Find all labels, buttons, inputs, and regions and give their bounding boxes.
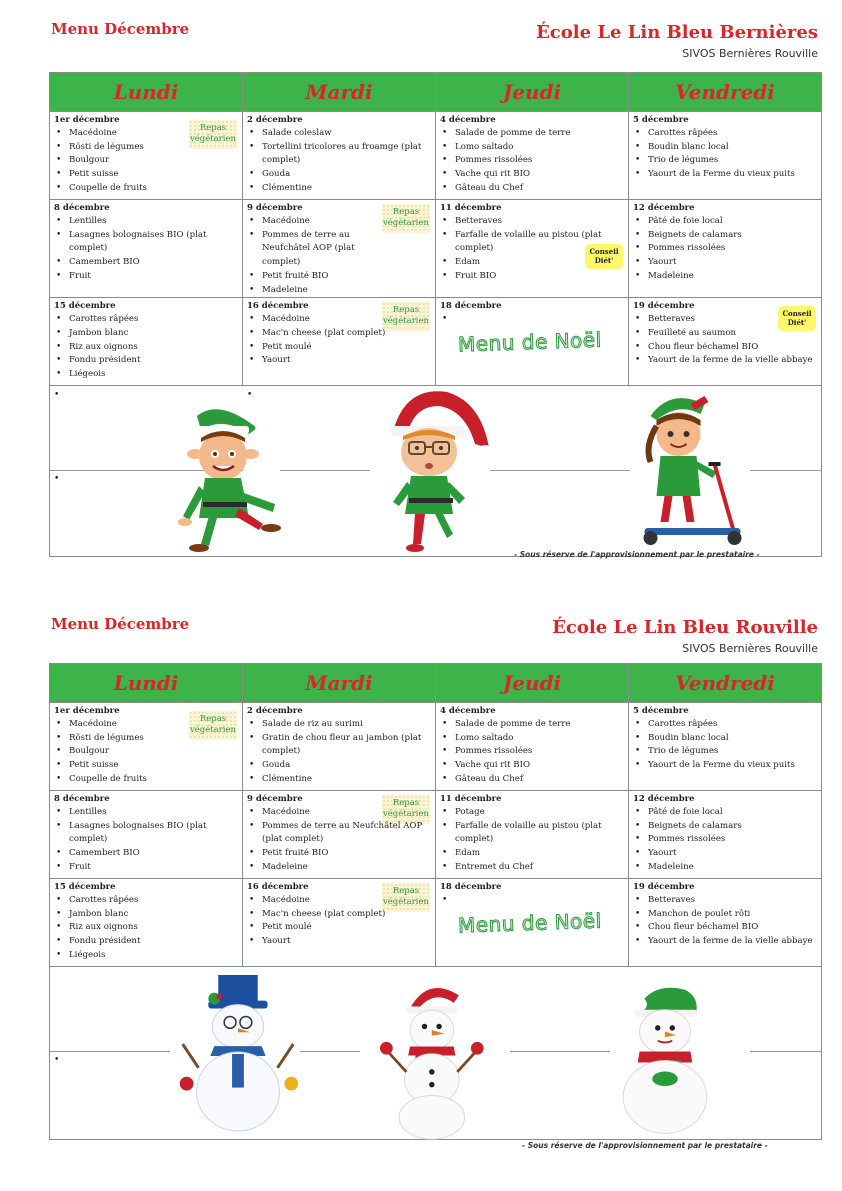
day-cell bbox=[243, 703, 436, 791]
dish-item: • Trio de légumes bbox=[633, 745, 817, 759]
dish-item: • Macédoine bbox=[247, 894, 431, 908]
dish-item: • Betteraves bbox=[633, 894, 817, 908]
day-date: 5 décembre bbox=[633, 706, 689, 716]
day-cell bbox=[629, 200, 822, 298]
vegetarian-badge: Repas végétarien bbox=[189, 711, 237, 740]
day-date: 11 décembre bbox=[440, 794, 502, 804]
menu-table bbox=[49, 663, 822, 1140]
dish-item: • Fruit bbox=[54, 861, 238, 875]
dish-item: • Macédoine bbox=[247, 806, 427, 820]
day-date: 2 décembre bbox=[247, 706, 303, 716]
dish-item: • Lomo saltado bbox=[440, 141, 624, 155]
dish-item: • Gouda bbox=[247, 759, 431, 773]
day-cell bbox=[50, 298, 243, 386]
day-cell bbox=[436, 200, 629, 298]
dish-item: • Carottes râpées bbox=[633, 718, 817, 732]
day-date: 12 décembre bbox=[633, 794, 695, 804]
day-cell bbox=[629, 879, 822, 967]
day-cell bbox=[50, 200, 243, 298]
dish-item: • Liégeois bbox=[54, 368, 238, 382]
dish-item: • Jambon blanc bbox=[54, 327, 238, 341]
day-header-mardi: Mardi bbox=[243, 73, 436, 112]
day-date: 4 décembre bbox=[440, 115, 496, 125]
day-cell bbox=[243, 200, 436, 298]
day-cell bbox=[436, 703, 629, 791]
dish-item: • Vache qui rit BIO bbox=[440, 168, 624, 182]
dish-item: • Jambon blanc bbox=[54, 908, 238, 922]
dish-item: • Coupelle de fruits bbox=[54, 182, 238, 196]
snowman-red-hat-icon bbox=[370, 981, 490, 1141]
day-header-vendredi: Vendredi bbox=[629, 664, 822, 703]
dish-item: • Yaourt bbox=[633, 847, 817, 861]
day-cell bbox=[436, 879, 629, 967]
dish-item: • Yaourt de la Ferme du vieux puits bbox=[633, 168, 817, 182]
dish-item: • Madeleine bbox=[633, 270, 817, 284]
dish-item: • Macédoine bbox=[247, 215, 379, 229]
dish-item: • Yaourt de la Ferme du vieux puits bbox=[633, 759, 817, 773]
day-date: 19 décembre bbox=[633, 882, 695, 892]
dish-item: • Pâté de foie local bbox=[633, 806, 817, 820]
dish-item: • Riz aux oignons bbox=[54, 341, 238, 355]
supply-disclaimer: - Sous réserve de l'approvisionnement par le prestataire - bbox=[522, 1141, 768, 1150]
dish-item: • Salade de pomme de terre bbox=[440, 718, 624, 732]
dish-item: • Farfalle de volaille au pistou (plat complet) bbox=[440, 229, 624, 256]
day-date: 18 décembre bbox=[440, 882, 502, 892]
dish-item: • Pâté de foie local bbox=[633, 215, 817, 229]
sivos-label: SIVOS Bernières Rouville bbox=[682, 47, 818, 60]
dish-item: • Salade de pomme de terre bbox=[440, 127, 624, 141]
day-cell bbox=[243, 112, 436, 200]
christmas-menu-label: Menu de Noël bbox=[457, 908, 603, 938]
elf-boy-icon bbox=[168, 404, 288, 554]
dish-item: • Pommes rissolées bbox=[633, 242, 817, 256]
day-date: 16 décembre bbox=[247, 882, 309, 892]
dish-item: • Pommes rissolées bbox=[440, 154, 624, 168]
day-date: 15 décembre bbox=[54, 882, 116, 892]
dish-item: • Pommes de terre au Neufchâtel AOP (plat complet) bbox=[247, 229, 379, 270]
dish-item: • Madeleine bbox=[247, 861, 427, 875]
dish-item: • Boudin blanc local bbox=[633, 732, 817, 746]
illustration-area: • • • bbox=[50, 386, 822, 557]
dish-item: • Clémentine bbox=[247, 182, 431, 196]
dish-item: • Petit suisse bbox=[54, 168, 238, 182]
dish-item: • Pommes rissolées bbox=[440, 745, 624, 759]
day-cell bbox=[243, 879, 436, 967]
dish-item: • Potage bbox=[440, 806, 624, 820]
dish-item: • Edam bbox=[440, 256, 624, 270]
dish-item: • Lasagnes bolognaises BIO (plat complet) bbox=[54, 229, 238, 256]
dish-item: • Carottes râpées bbox=[54, 894, 238, 908]
dish-item: • Farfalle de volaille au pistou (plat complet) bbox=[440, 820, 624, 847]
dish-item: • Yaourt bbox=[633, 256, 817, 270]
dish-item: • Rösti de légumes bbox=[54, 141, 238, 155]
dish-item: • Boulgour bbox=[54, 154, 238, 168]
day-cell bbox=[50, 879, 243, 967]
dish-item: • Salade de riz au surimi bbox=[247, 718, 431, 732]
illustration-area: • bbox=[50, 967, 822, 1140]
dish-item: • Fondu président bbox=[54, 935, 238, 949]
dish-item: • Beignets de calamars bbox=[633, 229, 817, 243]
school-title: École Le Lin Bleu Rouville bbox=[552, 617, 818, 638]
day-cell bbox=[629, 298, 822, 386]
dish-item: • Fondu président bbox=[54, 354, 238, 368]
dish-item: • Feuilleté au saumon bbox=[633, 327, 817, 341]
dish-item: • Edam bbox=[440, 847, 624, 861]
dish-item: • Betteraves bbox=[633, 313, 817, 327]
day-header-lundi: Lundi bbox=[50, 664, 243, 703]
day-date: 5 décembre bbox=[633, 115, 689, 125]
dish-item: • Gâteau du Chef bbox=[440, 773, 624, 787]
dish-item: • Lentilles bbox=[54, 215, 238, 229]
vegetarian-badge: Repas végétarien bbox=[382, 883, 430, 912]
dish-item: • Petit moulé bbox=[247, 341, 431, 355]
dish-item: • Camembert BIO bbox=[54, 847, 238, 861]
dish-item: • Mac'n cheese (plat complet) bbox=[247, 327, 431, 341]
dish-item: • Lentilles bbox=[54, 806, 238, 820]
menu-title: Menu Décembre bbox=[51, 20, 190, 38]
dish-item: • Pommes rissolées bbox=[633, 833, 817, 847]
day-cell bbox=[436, 298, 629, 386]
dish-item: • Rösti de légumes bbox=[54, 732, 238, 746]
day-cell bbox=[436, 791, 629, 879]
elf-girl-scooter-icon bbox=[628, 386, 748, 551]
day-date: 9 décembre bbox=[247, 203, 303, 213]
day-date: 1er décembre bbox=[54, 115, 120, 125]
dish-item: • Fruit bbox=[54, 270, 238, 284]
dish-item: • Petit moulé bbox=[247, 921, 431, 935]
dish-item: • Clémentine bbox=[247, 773, 431, 787]
snowman-green-hat-icon bbox=[604, 977, 726, 1137]
dish-item: • Macédoine bbox=[247, 313, 431, 327]
day-date: 8 décembre bbox=[54, 203, 110, 213]
dish-item: • Boudin blanc local bbox=[633, 141, 817, 155]
dish-item: • Lomo saltado bbox=[440, 732, 624, 746]
day-date: 1er décembre bbox=[54, 706, 120, 716]
dish-item: • Tortellini tricolores au froamge (plat complet) bbox=[247, 141, 431, 168]
dish-item: • Vache qui rit BIO bbox=[440, 759, 624, 773]
vegetarian-badge: Repas végétarien bbox=[382, 795, 430, 824]
snowman-blue-hat-icon bbox=[174, 973, 298, 1133]
day-date: 18 décembre bbox=[440, 301, 502, 312]
dish-item: • Riz aux oignons bbox=[54, 921, 238, 935]
dish-item: • Salade coleslaw bbox=[247, 127, 431, 141]
diet-advice-badge: Conseil Diét' bbox=[778, 306, 816, 331]
day-cell bbox=[629, 112, 822, 200]
day-cell bbox=[629, 791, 822, 879]
dish-item: • Petit fruité BIO bbox=[247, 847, 427, 861]
day-date: 9 décembre bbox=[247, 794, 303, 804]
day-date: 4 décembre bbox=[440, 706, 496, 716]
day-date: 16 décembre bbox=[247, 301, 309, 312]
diet-advice-badge: Conseil Diét' bbox=[585, 244, 623, 269]
day-date: 11 décembre bbox=[440, 203, 502, 213]
menu-title: Menu Décembre bbox=[51, 615, 190, 633]
dish-item: • Liégeois bbox=[54, 949, 238, 963]
day-cell bbox=[243, 298, 436, 386]
vegetarian-badge: Repas végétarien bbox=[382, 204, 430, 233]
menu-table bbox=[49, 72, 822, 557]
dish-item: • Betteraves bbox=[440, 215, 624, 229]
elf-glasses-icon bbox=[380, 386, 500, 556]
day-cell bbox=[50, 112, 243, 200]
day-date: 15 décembre bbox=[54, 301, 116, 312]
day-header-jeudi: Jeudi bbox=[436, 664, 629, 703]
dish-item: • Camembert BIO bbox=[54, 256, 238, 270]
day-date: 2 décembre bbox=[247, 115, 303, 125]
dish-item: • Chou fleur béchamel BIO bbox=[633, 341, 817, 355]
dish-item: • Gâteau du Chef bbox=[440, 182, 624, 196]
day-cell bbox=[629, 703, 822, 791]
dish-item: • Carottes râpées bbox=[54, 313, 238, 327]
day-header-lundi: Lundi bbox=[50, 73, 243, 112]
school-title: École Le Lin Bleu Bernières bbox=[536, 22, 818, 43]
dish-item: • Yaourt de la ferme de la vielle abbaye bbox=[633, 935, 817, 949]
day-header-vendredi: Vendredi bbox=[629, 73, 822, 112]
dish-item: • Petit fruité BIO bbox=[247, 270, 379, 284]
vegetarian-badge: Repas végétarien bbox=[189, 120, 237, 149]
dish-item: • Madeleine bbox=[633, 861, 817, 875]
dish-item: • Yaourt bbox=[247, 354, 431, 368]
day-cell bbox=[243, 791, 436, 879]
dish-item: • Yaourt bbox=[247, 935, 431, 949]
dish-item: • Beignets de calamars bbox=[633, 820, 817, 834]
dish-item: • Entremet du Chef bbox=[440, 861, 624, 875]
dish-item: • Macédoine bbox=[54, 127, 238, 141]
dish-item: • Trio de légumes bbox=[633, 154, 817, 168]
dish-item: • Chou fleur béchamel BIO bbox=[633, 921, 817, 935]
supply-disclaimer: - Sous réserve de l'approvisionnement par le prestataire - bbox=[514, 550, 760, 559]
day-date: 12 décembre bbox=[633, 203, 695, 213]
dish-item: • Macédoine bbox=[54, 718, 238, 732]
day-cell bbox=[50, 703, 243, 791]
sivos-label: SIVOS Bernières Rouville bbox=[682, 642, 818, 655]
dish-item: • Gouda bbox=[247, 168, 431, 182]
dish-item: • Mac'n cheese (plat complet) bbox=[247, 908, 431, 922]
dish-item: • Yaourt de la ferme de la vielle abbaye bbox=[633, 354, 817, 368]
dish-item: • Coupelle de fruits bbox=[54, 773, 238, 787]
day-header-mardi: Mardi bbox=[243, 664, 436, 703]
christmas-menu-label: Menu de Noël bbox=[457, 327, 603, 357]
dish-item: • Manchon de poulet rôti bbox=[633, 908, 817, 922]
dish-item: • Carottes râpées bbox=[633, 127, 817, 141]
dish-item: • Pommes de terre au Neufchâtel AOP (plat complet) bbox=[247, 820, 427, 847]
day-date: 19 décembre bbox=[633, 301, 695, 312]
dish-item: • Boulgour bbox=[54, 745, 238, 759]
dish-item: • Fruit BIO bbox=[440, 270, 624, 284]
day-cell bbox=[436, 112, 629, 200]
dish-item: • Lasagnes bolognaises BIO (plat complet) bbox=[54, 820, 238, 847]
dish-item: • Petit suisse bbox=[54, 759, 238, 773]
vegetarian-badge: Repas végétarien bbox=[382, 302, 430, 331]
dish-item: • Gratin de chou fleur au jambon (plat complet) bbox=[247, 732, 431, 759]
dish-item: • Madeleine bbox=[247, 284, 379, 298]
day-date: 8 décembre bbox=[54, 794, 110, 804]
day-header-jeudi: Jeudi bbox=[436, 73, 629, 112]
day-cell bbox=[50, 791, 243, 879]
